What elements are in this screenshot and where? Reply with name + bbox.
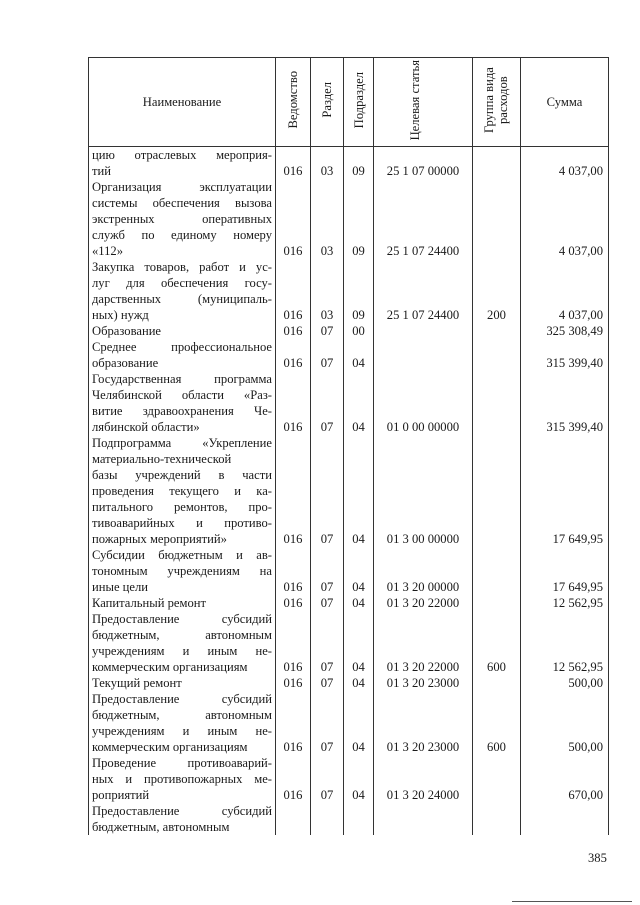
row-sum: 315 399,40 [521,371,609,435]
row-name [89,755,276,803]
row-subsection: 04 [344,675,374,691]
table-row [89,371,609,435]
table-header [89,58,609,147]
row-name-line: иные цели [92,580,149,594]
row-target: 25 1 07 24400 [374,179,473,259]
row-group [473,547,521,595]
row-section [311,803,344,835]
row-department: 016 [276,547,311,595]
row-section: 07 [311,339,344,371]
table-row [89,595,609,611]
row-department: 016 [276,339,311,371]
table-row [89,675,609,691]
row-department: 016 [276,323,311,339]
row-department: 016 [276,179,311,259]
row-name-line: базы учреждений в части [92,468,272,482]
row-sum: 325 308,49 [521,323,609,339]
row-name-line: Челябинской области «Раз- [92,388,272,402]
row-sum: 4 037,00 [521,179,609,259]
row-target: 01 3 00 00000 [374,435,473,547]
row-target [374,339,473,371]
row-group [473,595,521,611]
header-department: Ведомство [276,58,311,147]
row-name [89,371,276,435]
row-name-line: бюджетным, автономным [92,628,272,642]
table-row [89,755,609,803]
row-name-line: Субсидии бюджетным и ав- [92,548,272,562]
row-subsection: 04 [344,755,374,803]
row-subsection: 04 [344,339,374,371]
row-name-line: учреждениям и иным не- [92,724,272,738]
header-section: Раздел [311,58,344,147]
row-target: 01 3 20 00000 [374,547,473,595]
row-section: 03 [311,179,344,259]
row-department: 016 [276,147,311,180]
row-name-line: Закупка товаров, работ и ус- [92,260,272,274]
row-group: 200 [473,259,521,323]
row-name-line: системы обеспечения вызова [92,196,272,210]
row-sum: 500,00 [521,691,609,755]
row-name-line: экстренных оперативных [92,212,272,226]
row-group: 600 [473,691,521,755]
row-name-line: коммерческим организациям [92,660,248,674]
row-name [89,339,276,371]
row-name-line: служб по единому номеру [92,228,272,242]
row-sum [521,803,609,835]
row-department: 016 [276,259,311,323]
row-name-line: роприятий [92,788,150,802]
row-name-line: ных и противопожарных ме- [92,772,272,786]
row-section: 03 [311,147,344,180]
row-sum: 4 037,00 [521,147,609,180]
row-sum: 670,00 [521,755,609,803]
row-section: 07 [311,611,344,675]
row-name-line: Организация эксплуатации [92,180,272,194]
row-subsection: 09 [344,147,374,180]
row-name-line: тий [92,164,111,178]
row-name-line: Предоставление субсидий [92,804,272,818]
row-group [473,755,521,803]
row-sum: 17 649,95 [521,435,609,547]
row-name-line: Среднее профессиональное [92,340,272,354]
row-name [89,435,276,547]
row-subsection: 04 [344,691,374,755]
row-sum: 4 037,00 [521,259,609,323]
row-subsection: 09 [344,179,374,259]
row-section: 07 [311,547,344,595]
table-row [89,259,609,323]
row-name-line: питального ремонтов, про- [92,500,272,514]
row-name-line: тономным учреждениям на [92,564,272,578]
budget-table [88,57,609,835]
row-name-line: витие здравоохранения Че- [92,404,272,418]
row-subsection: 09 [344,259,374,323]
header-sum: Сумма [521,58,609,147]
row-group [473,323,521,339]
row-name-line: образование [92,356,159,370]
row-name-line: Проведение противоаварий- [92,756,272,770]
row-target: 25 1 07 00000 [374,147,473,180]
row-name-line: тивоаварийных и противо- [92,516,272,530]
row-name [89,595,276,611]
row-name [89,803,276,835]
row-name [89,675,276,691]
row-section: 07 [311,675,344,691]
row-department: 016 [276,691,311,755]
row-name-line: учреждениям и иным не- [92,644,272,658]
row-name-line: Подпрограмма «Укрепление [92,436,272,450]
row-group [473,803,521,835]
row-name [89,147,276,180]
row-name [89,611,276,675]
row-name-line: Государственная программа [92,372,272,386]
row-name [89,179,276,259]
row-subsection: 00 [344,323,374,339]
table-row [89,179,609,259]
row-subsection: 04 [344,371,374,435]
row-group [473,339,521,371]
row-name-line: «112» [92,244,124,258]
table-row [89,435,609,547]
row-target: 01 3 20 22000 [374,595,473,611]
row-target: 01 3 20 22000 [374,611,473,675]
table-row [89,147,609,180]
row-name-line: луг для обеспечения госу- [92,276,272,290]
row-sum: 500,00 [521,675,609,691]
row-name-line: Предоставление субсидий [92,692,272,706]
row-section: 07 [311,755,344,803]
table-body [89,147,609,836]
page-number: 385 [588,851,607,865]
row-section: 07 [311,323,344,339]
row-name [89,323,276,339]
row-group [473,675,521,691]
row-department: 016 [276,675,311,691]
row-name-line: бюджетным, автономным [92,708,272,722]
row-subsection: 04 [344,547,374,595]
row-name-line: Предоставление субсидий [92,612,272,626]
row-section: 03 [311,259,344,323]
table-row [89,339,609,371]
row-name-line: цию отраслевых мероприя- [92,148,272,162]
header-group: Группа вида расходов [473,58,521,147]
row-name [89,547,276,595]
row-name-line: пожарных мероприятий» [92,532,227,546]
row-target: 01 3 20 24000 [374,755,473,803]
header-target: Целевая статья [374,58,473,147]
row-name [89,691,276,755]
row-department [276,803,311,835]
row-section: 07 [311,691,344,755]
row-department: 016 [276,595,311,611]
row-section: 07 [311,595,344,611]
row-name-line: Текущий ремонт [92,676,182,690]
row-subsection: 04 [344,595,374,611]
row-department: 016 [276,611,311,675]
table-row [89,803,609,835]
row-subsection: 04 [344,435,374,547]
row-name [89,259,276,323]
row-group [473,179,521,259]
row-group [473,147,521,180]
row-name-line: Капитальный ремонт [92,596,207,610]
row-name-line: дарственных (муниципаль- [92,292,272,306]
header-name: Наименование [89,58,276,147]
row-group: 600 [473,611,521,675]
table-row [89,691,609,755]
row-target [374,803,473,835]
row-name-line: лябинской области» [92,420,200,434]
row-target: 01 0 00 00000 [374,371,473,435]
row-target: 25 1 07 24400 [374,259,473,323]
row-name-line: материально-технической [92,452,232,466]
row-target: 01 3 20 23000 [374,691,473,755]
row-name-line: ных) нужд [92,308,149,322]
row-group [473,435,521,547]
row-name-line: коммерческим организациям [92,740,248,754]
row-subsection: 04 [344,611,374,675]
row-sum: 12 562,95 [521,595,609,611]
row-name-line: бюджетным, автономным [92,820,230,834]
row-group [473,371,521,435]
row-section: 07 [311,435,344,547]
row-section: 07 [311,371,344,435]
row-subsection [344,803,374,835]
row-name-line: проведения текущего и ка- [92,484,272,498]
header-subsection: Подраздел [344,58,374,147]
row-sum: 315 399,40 [521,339,609,371]
row-sum: 12 562,95 [521,611,609,675]
row-department: 016 [276,371,311,435]
table-row [89,611,609,675]
row-department: 016 [276,435,311,547]
table-row [89,323,609,339]
row-sum: 17 649,95 [521,547,609,595]
row-department: 016 [276,755,311,803]
row-target: 01 3 20 23000 [374,675,473,691]
footer-rule [512,901,632,902]
table-row [89,547,609,595]
row-name-line: Образование [92,324,162,338]
row-target [374,323,473,339]
